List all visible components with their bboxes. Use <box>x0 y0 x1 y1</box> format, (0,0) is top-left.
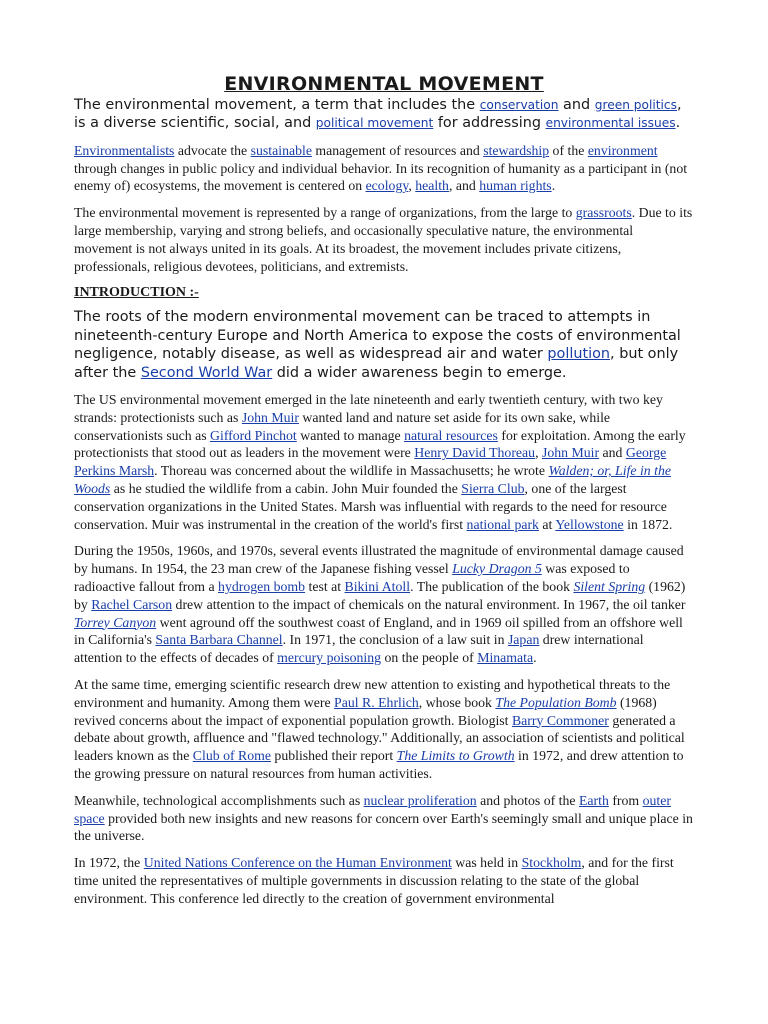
link-ecology[interactable]: ecology <box>365 178 409 194</box>
link-environment[interactable]: environment <box>587 142 658 158</box>
paragraph-2: Environmentalists advocate the sustainable management of resources and stewardship of the environment through changes in public policy and individual behavior. In its recognition of humanity as a participant in (not enemy of) ecosystems, the movement is centered on ecology, health, and human rights. <box>74 142 688 194</box>
link-outer-space[interactable]: outer space <box>74 792 671 826</box>
paragraph-6: During the 1950s, 1960s, and 1970s, several events illustrated the magnitude of environmental damage caused by humans. In 1954, the 23 man crew of the Japanese fishing vessel Lucky Dragon 5 was exposed to radioactive fallout from a hydrogen bomb test at Bikini Atoll. The publication of the book Silent Spring (1962) by Rachel Carson drew attention to the impact of chemicals on the natural environment. In 1967, the oil tanker Torrey Canyon went aground off the southwest coast of England, and in 1969 oil spilled from an offshore well in California's Santa Barbara Channel. In 1971, the conclusion of a law suit in Japan drew international attention to the effects of decades of mercury poisoning on the people of Minamata. <box>74 543 686 666</box>
section-heading-introduction: INTRODUCTION :- <box>74 285 199 301</box>
link-earth[interactable]: Earth <box>578 792 609 808</box>
link-yellowstone[interactable]: Yellowstone <box>555 516 624 532</box>
link-human-rights[interactable]: human rights <box>479 178 552 194</box>
link-natural-resources[interactable]: natural resources <box>404 427 498 443</box>
link-walden[interactable]: Walden; or, Life in the Woods <box>74 463 671 496</box>
link-sustainable[interactable]: sustainable <box>250 142 312 158</box>
link-paul-ehrlich[interactable]: Paul R. Ehrlich <box>334 694 419 710</box>
link-un-conference-human-environment[interactable]: United Nations Conference on the Human Environment <box>143 855 452 871</box>
link-nuclear-proliferation[interactable]: nuclear proliferation <box>363 792 477 808</box>
link-japan[interactable]: Japan <box>507 632 540 648</box>
link-rachel-carson[interactable]: Rachel Carson <box>91 596 173 612</box>
link-health[interactable]: health <box>415 178 449 194</box>
paragraph-9: In 1972, the United Nations Conference on the Human Environment was held in Stockholm, and for the first time united the representatives of multiple governments in discussion relating to the state of the global environment. This conference led directly to the creation of government environmental <box>74 855 674 906</box>
link-stockholm[interactable]: Stockholm <box>521 855 582 871</box>
link-second-world-war[interactable]: Second World War <box>140 364 273 381</box>
paragraph-8: Meanwhile, technological accomplishments such as nuclear proliferation and photos of the Earth from outer space provided both new insights and new reasons for concern over Earth's seemingly small and unique place in the universe. <box>74 792 693 844</box>
link-john-muir-2[interactable]: John Muir <box>541 445 600 461</box>
link-environmental-issues[interactable]: environmental issues <box>545 116 676 131</box>
page-title: ENVIRONMENTAL MOVEMENT <box>224 73 544 95</box>
link-george-perkins-marsh[interactable]: George Perkins Marsh <box>74 445 667 479</box>
paragraph-7: At the same time, emerging scientific research drew new attention to existing and hypothetical threats to the environment and humanity. Among them were Paul R. Ehrlich, whose book The Population Bomb (1968) revived concerns about the impact of exponential population growth. Biologist Barry Commoner generated a debate about growth, affluence and "flawed technology." Additionally, an association of scientists and political leaders known as the Club of Rome published their report The Limits to Growth in 1972, and drew attention to the growing pressure on natural resources from human activities. <box>74 676 685 781</box>
link-pollution[interactable]: pollution <box>547 346 611 363</box>
link-barry-commoner[interactable]: Barry Commoner <box>511 712 609 728</box>
link-club-of-rome[interactable]: Club of Rome <box>192 748 271 764</box>
link-silent-spring[interactable]: Silent Spring <box>573 578 646 594</box>
paragraph-1: The environmental movement, a term that includes the conservation and green politics, is a diverse scientific, social, and political movement for addressing environmental issues. <box>74 97 682 132</box>
paragraph-3: The environmental movement is represented by a range of organizations, from the large to grassroots. Due to its large membership, varying and strong beliefs, and occasionally speculative nature, the environmental movement is not always united in its goals. At its broadest, the movement includes private citizens, professionals, religious devotees, politicians, and extremists. <box>74 205 693 274</box>
link-lucky-dragon-5[interactable]: Lucky Dragon 5 <box>452 561 542 577</box>
link-torrey-canyon[interactable]: Torrey Canyon <box>74 614 157 630</box>
link-limits-to-growth[interactable]: The Limits to Growth <box>396 748 515 764</box>
link-bikini-atoll[interactable]: Bikini Atoll <box>344 578 411 594</box>
link-national-park[interactable]: national park <box>466 516 539 532</box>
link-environmentalists[interactable]: Environmentalists <box>74 142 175 158</box>
link-minamata[interactable]: Minamata <box>477 650 534 666</box>
link-stewardship[interactable]: stewardship <box>483 142 550 158</box>
link-hydrogen-bomb[interactable]: hydrogen bomb <box>218 578 306 594</box>
link-henry-david-thoreau[interactable]: Henry David Thoreau <box>414 445 536 461</box>
link-political-movement[interactable]: political movement <box>315 116 434 131</box>
link-santa-barbara-channel[interactable]: Santa Barbara Channel <box>155 632 283 648</box>
link-population-bomb[interactable]: The Population Bomb <box>495 694 617 710</box>
link-green-politics[interactable]: green politics <box>594 98 677 112</box>
link-mercury-poisoning[interactable]: mercury poisoning <box>277 650 382 666</box>
link-john-muir[interactable]: John Muir <box>241 409 299 425</box>
link-gifford-pinchot[interactable]: Gifford Pinchot <box>210 427 297 443</box>
paragraph-4: The roots of the modern environmental movement can be traced to attempts in nineteenth-century Europe and North America to expose the costs of environmental negligence, notably disease, as well as widespread air and water pollution, but only after the Second World War did a wider awareness begin to emerge. <box>74 309 681 381</box>
link-sierra-club[interactable]: Sierra Club <box>461 481 525 496</box>
paragraph-5: The US environmental movement emerged in the late nineteenth and early twentieth century, with two key strands: protectionists such as John Muir wanted land and nature set aside for its own sake, while conservationists such as Gifford Pinchot wanted to manage natural resources for exploitation. Among the early protectionists that stood out as leaders in the movement were Henry David Thoreau, John Muir and George Perkins Marsh. Thoreau was concerned about the wildlife in Massachusetts; he wrote Walden; or, Life in the Woods as he studied the wildlife from a cabin. John Muir founded the Sierra Club, one of the largest conservation organizations in the United States. Marsh was influential with regards to the need for resource conservation. Muir was instrumental in the creation of the world's first national park at Yellowstone in 1872. <box>74 392 686 532</box>
link-grassroots[interactable]: grassroots <box>575 205 632 221</box>
link-conservation[interactable]: conservation <box>479 98 559 112</box>
